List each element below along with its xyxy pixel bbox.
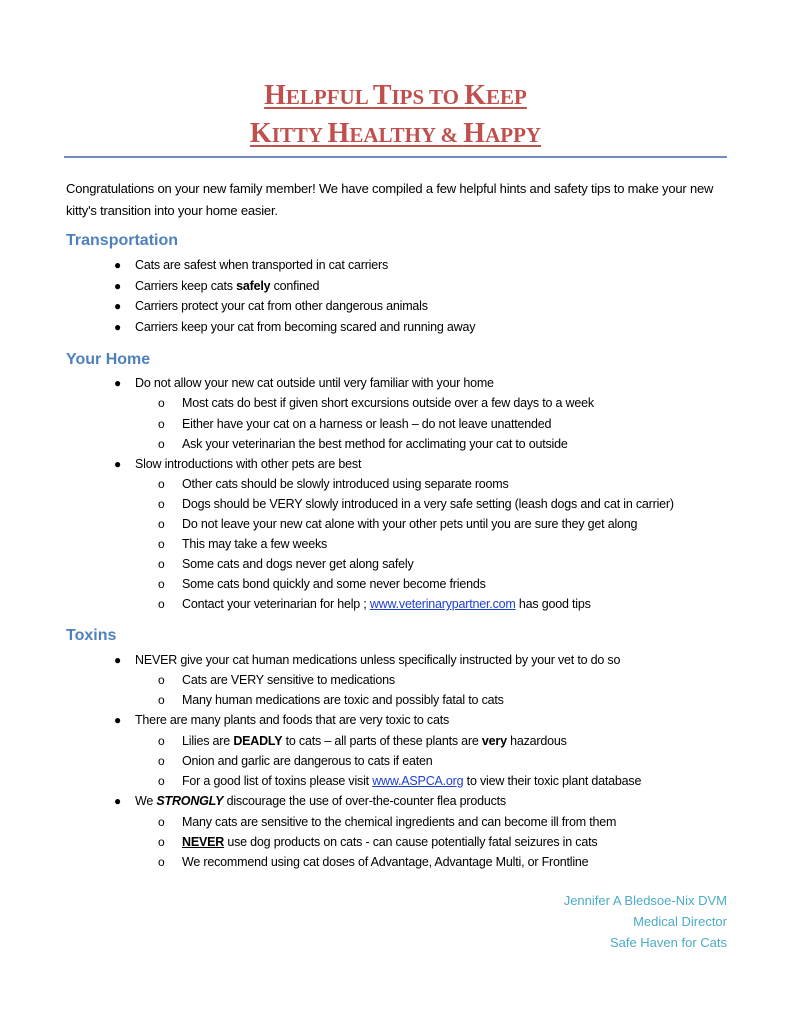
heading-your-home: Your Home — [66, 351, 151, 368]
sub-bullet-icon: o — [158, 815, 165, 829]
list-item: Carriers keep your cat from becoming scared and running away — [135, 320, 476, 334]
bullet-icon: ● — [114, 713, 122, 727]
sub-list-item: Other cats should be slowly introduced using separate rooms — [182, 477, 509, 491]
sub-bullet-icon: o — [158, 734, 165, 748]
sub-list-item: Dogs should be VERY slowly introduced in a very safe setting (leash dogs and cat in carrier) — [182, 497, 674, 511]
sub-list-item: Many human medications are toxic and possibly fatal to cats — [182, 693, 504, 707]
list-item: Carriers keep cats safely confined — [135, 279, 320, 293]
list-item: Do not allow your new cat outside until very familiar with your home — [135, 376, 494, 390]
bullet-icon: ● — [114, 279, 122, 293]
bullet-icon: ● — [114, 320, 122, 334]
sub-bullet-icon: o — [158, 774, 165, 788]
sub-list-item: Ask your veterinarian the best method for acclimating your cat to outside — [182, 437, 568, 451]
title-line-2: KITTY HEALTHY & HAPPY — [249, 118, 542, 149]
signature-role: Medical Director — [633, 914, 727, 929]
bullet-icon: ● — [114, 376, 122, 390]
sub-list-item: For a good list of toxins please visit www.ASPCA.org to view their toxic plant database — [182, 774, 642, 788]
sub-list-item: Some cats bond quickly and some never become friends — [182, 577, 486, 591]
bullet-icon: ● — [114, 794, 122, 808]
signature-name: Jennifer A Bledsoe-Nix DVM — [563, 893, 727, 908]
sub-list-item: This may take a few weeks — [182, 537, 328, 551]
sub-list-item: Most cats do best if given short excursions outside over a few days to a week — [182, 396, 594, 410]
list-item: There are many plants and foods that are very toxic to cats — [135, 713, 450, 727]
signature-org: Safe Haven for Cats — [609, 935, 727, 950]
sub-bullet-icon: o — [158, 577, 165, 591]
veterinarypartner-link[interactable]: www.veterinarypartner.com — [369, 597, 516, 611]
sub-list-item: Onion and garlic are dangerous to cats if eaten — [182, 754, 433, 768]
sub-list-item: Either have your cat on a harness or leash – do not leave unattended — [182, 417, 552, 431]
list-item: Cats are safest when transported in cat carriers — [135, 258, 389, 272]
sub-list-item: Cats are VERY sensitive to medications — [182, 673, 395, 687]
sub-bullet-icon: o — [158, 855, 165, 869]
sub-bullet-icon: o — [158, 396, 165, 410]
sub-bullet-icon: o — [158, 693, 165, 707]
sub-bullet-icon: o — [158, 417, 165, 431]
sub-list-item: Many cats are sensitive to the chemical ingredients and can become ill from them — [182, 815, 617, 829]
intro-paragraph: Congratulations on your new family member! We have compiled a few helpful hints and safety tips to make your new kitty's transition into your home easier. — [66, 181, 714, 218]
heading-transportation: Transportation — [66, 232, 179, 249]
sub-bullet-icon: o — [158, 673, 165, 687]
aspca-link[interactable]: www.ASPCA.org — [372, 774, 464, 788]
title-divider — [64, 156, 727, 158]
bullet-icon: ● — [114, 258, 122, 272]
sub-bullet-icon: o — [158, 597, 165, 611]
sub-bullet-icon: o — [158, 557, 165, 571]
sub-bullet-icon: o — [158, 754, 165, 768]
sub-list-item: We recommend using cat doses of Advantage, Advantage Multi, or Frontline — [182, 855, 589, 869]
list-item: Slow introductions with other pets are best — [135, 457, 362, 471]
title-line-1: HELPFUL TIPS TO KEEP — [264, 80, 527, 111]
list-item: NEVER give your cat human medications unless specifically instructed by your vet to do so — [135, 653, 621, 667]
sub-list-item: Some cats and dogs never get along safely — [182, 557, 414, 571]
bullet-icon: ● — [114, 457, 122, 471]
bullet-icon: ● — [114, 653, 122, 667]
sub-bullet-icon: o — [158, 477, 165, 491]
sub-bullet-icon: o — [158, 437, 165, 451]
sub-list-item: Lilies are DEADLY to cats – all parts of these plants are very hazardous — [182, 734, 567, 748]
sub-bullet-icon: o — [158, 517, 165, 531]
sub-list-item: Contact your veterinarian for help ; www.veterinarypartner.com has good tips — [182, 597, 591, 611]
list-item: Carriers protect your cat from other dangerous animals — [135, 299, 428, 313]
sub-bullet-icon: o — [158, 537, 165, 551]
heading-toxins: Toxins — [66, 627, 117, 644]
list-item: We STRONGLY discourage the use of over-the-counter flea products — [135, 794, 506, 808]
sub-bullet-icon: o — [158, 835, 165, 849]
bullet-icon: ● — [114, 299, 122, 313]
sub-list-item: Do not leave your new cat alone with your other pets until you are sure they get along — [182, 517, 638, 531]
sub-list-item: NEVER use dog products on cats - can cause potentially fatal seizures in cats — [182, 835, 598, 849]
sub-bullet-icon: o — [158, 497, 165, 511]
